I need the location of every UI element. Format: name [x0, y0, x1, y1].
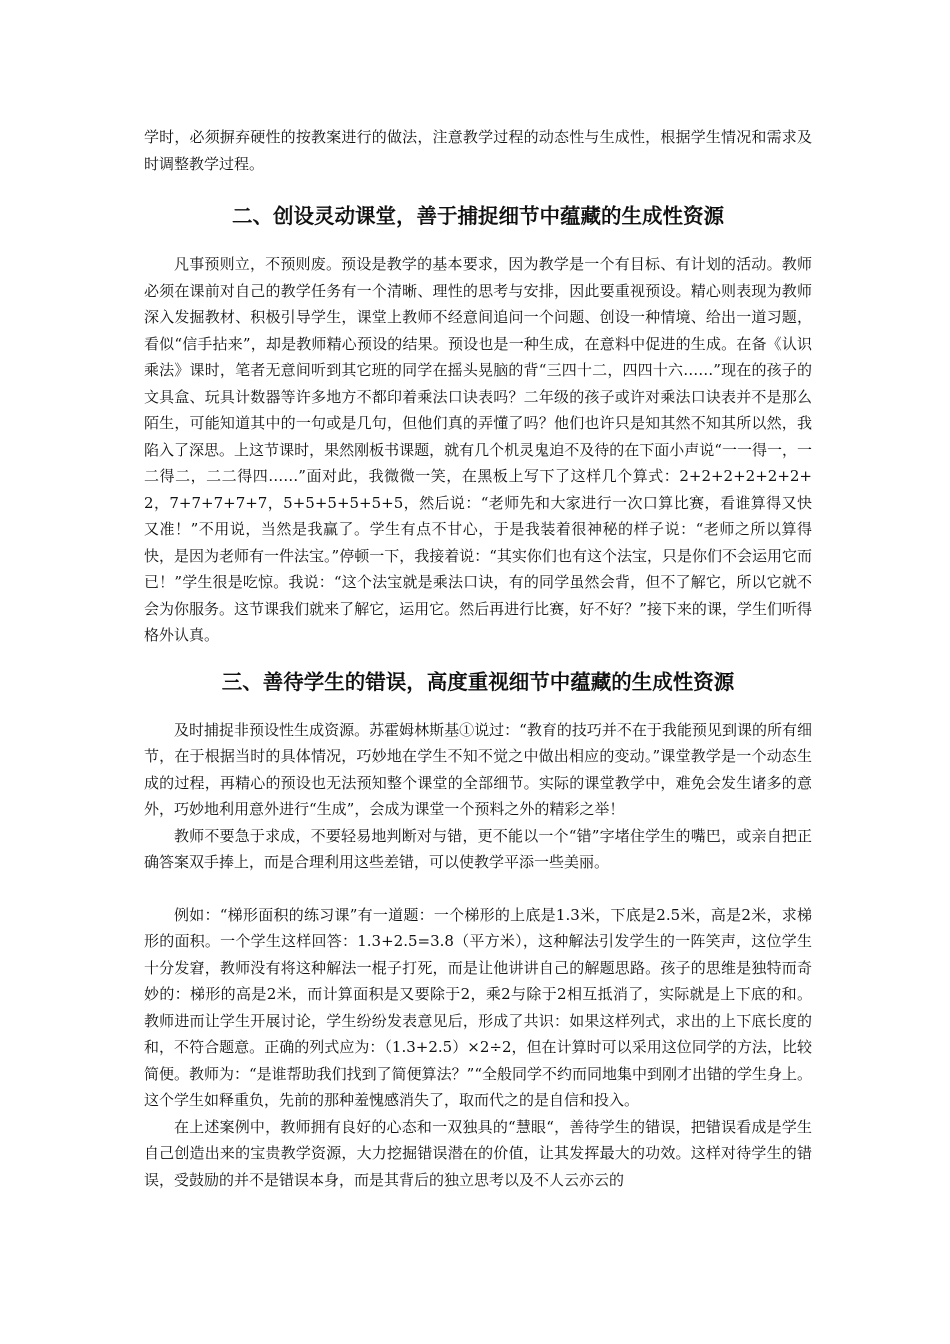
- section-3-paragraph-4: 在上述案例中，教师拥有良好的心态和一双独具的“慧眼“，善待学生的错误，把错误看成是学生自己创造出来的宝贵教学资源，大力挖掘错误潜在的价值，让其发挥最大的功效。这样对待学生的错误，受鼓励的并不是错误本身，而是其背后的独立思考以及不人云亦云的: [144, 1117, 812, 1189]
- document-body: [144, 124, 812, 1193]
- section-2-heading: 二、创设灵动课堂，善于捕捉细节中蕴藏的生成性资源: [232, 204, 724, 228]
- section-3-paragraph-2: 教师不要急于求成，不要轻易地判断对与错，更不能以一个“错”字堵住学生的嘴巴，或亲自把正确答案双手捧上，而是合理利用这些差错，可以使教学平添一些美丽。: [144, 826, 812, 871]
- paragraph-spacer: [144, 876, 812, 902]
- section-3-paragraph-3: 例如：“梯形面积的练习课”有一道题：一个梯形的上底是1.3米，下底是2.5米，高是2米，求梯形的面积。一个学生这样回答：1.3+2.5=3.8（平方米），这种解法引发学生的一阵笑声，这位学生十分发窘，教师没有将这种解法一棍子打死，而是让他讲讲自己的解题思路。孩子的思维是独特而奇妙的：梯形的高是2米，而计算面积是又要除于2，乘2与除于2相互抵消了，实际就是上下底的和。教师进而让学生开展讨论，学生纷纷发表意见后，形成了共识：如果这样列式，求出的上下底长度的和，不符合题意。正确的列式应为：（1.3+2.5）×2÷2，但在计算时可以采用这位同学的方法，比较简便。教师为：“是谁帮助我们找到了简便算法？”“全般同学不约而同地集中到刚才出错的学生身上。这个学生如释重负，先前的那种羞愧感消失了，取而代之的是自信和投入。: [144, 905, 813, 1109]
- section-2-paragraph-1: 凡事预则立，不预则废。预设是教学的基本要求，因为教学是一个有目标、有计划的活动。教师必须在课前对自己的教学任务有一个清晰、理性的思考与安排，因此要重视预设。精心则表现为教师深入发掘教材、积极引导学生，课堂上教师不经意间追问一个问题、创设一种情境、给出一道习题，看似“信手拈来”，却是教师精心预设的结果。预设也是一种生成，在意料中促进的生成。在备《认识乘法》课时，笔者无意间听到其它班的同学在摇头晃脑的背“三四十二，四四十六……”现在的孩子的文具盒、玩具计数器等许多地方不都印着乘法口诀表吗？二年级的孩子或许对乘法口诀表并不是那么陌生，可能知道其中的一句或是几句，但他们真的弄懂了吗？他们也许只是知其然不知其所以然，我陷入了深思。上这节课时，果然刚板书课题，就有几个机灵鬼迫不及待的在下面小声说“一一得一，一二得二，二二得四……”面对此，我微微一笑，在黑板上写下了这样几个算式：2+2+2+2+2+2+2，7+7+7+7+7，5+5+5+5+5+5，然后说：“老师先和大家进行一次口算比赛，看谁算得又快又准！”不用说，当然是我赢了。学生有点不甘心，于是我装着很神秘的样子说：“老师之所以算得快，是因为老师有一件法宝。”停顿一下，我接着说：“其实你们也有这个法宝，只是你们不会运用它而已！”学生很是吃惊。我说：“这个法宝就是乘法口诀，有的同学虽然会背，但不了解它，所以它就不会为你服务。这节课我们就来了解它，运用它。然后再进行比赛，好不好？”接下来的课，学生们听得格外认真。: [144, 255, 812, 644]
- intro-paragraph: 学时，必须摒弃硬性的按教案进行的做法，注意教学过程的动态性与生成性，根据学生情况和需求及时调整教学过程。: [144, 128, 812, 173]
- section-3-heading: 三、善待学生的错误，高度重视细节中蕴藏的生成性资源: [221, 669, 735, 694]
- section-3-paragraph-1: 及时捕捉非预设性生成资源。苏霍姆林斯基①说过：“教育的技巧并不在于我能预见到课的所有细节，在于根据当时的具体情况，巧妙地在学生不知不觉之中做出相应的变动。”课堂教学是一个动态生成的过程，再精心的预设也无法预知整个课堂的全部细节。实际的课堂教学中，难免会发生诸多的意外，巧妙地利用意外进行“生成”，会成为课堂一个预料之外的精彩之举！: [144, 720, 812, 818]
